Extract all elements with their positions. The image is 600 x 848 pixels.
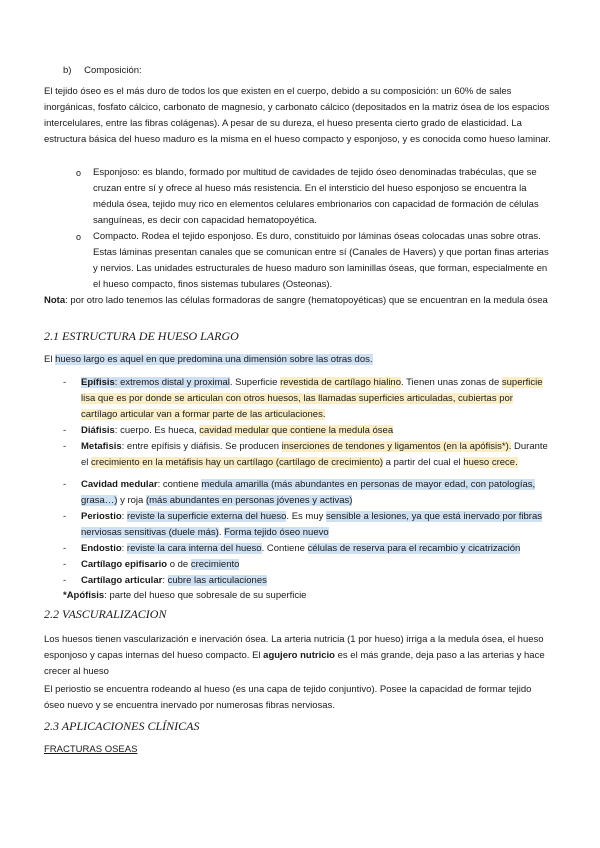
cartilago-epifisario-s1: o de <box>167 559 191 570</box>
heading-aplicaciones-clinicas: 2.3 APLICACIONES CLÍNICAS <box>44 719 200 733</box>
long-bone-intro <box>44 352 552 368</box>
epifisis-s2: . Superficie <box>229 377 281 388</box>
epifisis-s5: superficie lisa que es por donde se articulan con otros huesos, las llamadas superficies articuladas, cubiertas por cartílago articular van a formar parte de las articulaciones. <box>81 377 543 420</box>
periostio-s3: . Es muy <box>286 511 327 522</box>
endostio-s2: reviste la cara interna del hueso <box>126 543 262 554</box>
endostio-s4: células de reserva para el recambio y cicatrización <box>307 543 521 554</box>
diafisis-s1: : cuerpo. Es hueca, <box>114 425 200 436</box>
apofisis-footnote <box>63 589 306 603</box>
cavidad-s2: medula amarilla (más abundantes en personas de mayor edad, con patologías, grasa…) <box>81 479 536 506</box>
dash-endostio: - <box>63 543 67 554</box>
cartilago-articular-s1: : <box>162 575 168 586</box>
periostio-s1: : <box>121 511 127 522</box>
cartilago-articular-term: Cartílago articular <box>81 575 163 586</box>
esponjoso-item: Esponjoso: es blando, formado por multitud de cavidades de tejido óseo denominadas trabéculas, que se cruzan entre sí y ofrece al hueso más resistencia. En el intersticio del hueso esponjoso se encuentra la médula ósea, tejido muy rico en elementos celulares embrionarios con capacidad de formación de células sanguíneas, es decir con capacidad hematopoyética. <box>93 167 539 226</box>
metafisis-s4: crecimiento en la metáfisis hay un cartílago (cartílago de crecimiento) <box>91 457 384 468</box>
cavidad-term: Cavidad medular <box>81 479 158 490</box>
endostio-term: Endostio <box>81 543 122 554</box>
dash-epifisis: - <box>63 377 67 388</box>
dash-cartilago-articular: - <box>63 575 67 586</box>
cavidad-s4: (más abundantes en personas jóvenes y activas) <box>145 495 353 506</box>
periostio-term: Periostio <box>81 511 122 522</box>
diafisis-s2: cavidad medular que contiene la medula ósea <box>199 425 394 436</box>
dash-cavidad: - <box>63 479 67 490</box>
metafisis-term: Metafisis <box>81 441 122 452</box>
dash-cartilago-epifisario: - <box>63 559 67 570</box>
cavidad-s1: : contiene <box>157 479 202 490</box>
periostio-s6: Forma tejido óseo nuevo <box>224 527 329 538</box>
diafisis-term: Diáfisis <box>81 425 115 436</box>
fracturas-heading: FRACTURAS OSEAS <box>44 744 138 755</box>
cartilago-articular-item <box>81 573 551 589</box>
compacto-item: Compacto. Rodea el tejido esponjoso. Es duro, constituido por láminas óseas colocadas unas sobre otras. Estas láminas presentan canales que se comunican entre sí (Canales de Havers) y que portan finas arterias y nervios. Las unidades estructurales de hueso maduro son laminillas óseas, que forman, especialmente en el hueso compacto, finos sistemas tubulares (Osteonas). <box>93 231 549 290</box>
intro-pre: El <box>44 354 56 365</box>
periostio-s5: . <box>218 527 225 538</box>
periostio-item <box>81 509 551 541</box>
nota-text: : por otro lado tenemos las células formadoras de sangre (hematopoyéticas) que se encuentran en la medula ósea <box>65 295 548 306</box>
vasc-post: es el más grande, deja paso a las arterias y hace crecer al hueso <box>44 650 545 677</box>
apofisis-text: : parte del hueso que sobresale de su superficie <box>104 590 307 601</box>
metafisis-item <box>81 439 551 471</box>
periostio-s2: reviste la superficie externa del hueso <box>126 511 287 522</box>
dash-periostio: - <box>63 511 67 522</box>
cartilago-epifisario-term: Cartílago epifisario <box>81 559 168 570</box>
epifisis-item <box>81 375 551 423</box>
section-b-label: b) <box>63 65 72 76</box>
vascularizacion-paragraph <box>44 632 552 680</box>
periostio-paragraph: El periostio se encuentra rodeando al hueso (es una capa de tejido conjuntivo). Posee la capacidad de formar tejido óseo nuevo y se encuentra inervado por numerosas fibras nerviosas. <box>44 684 532 711</box>
periostio-s4: sensible a lesiones, ya que está inervado por fibras nerviosas sensitivas (duele más) <box>81 511 543 538</box>
metafisis-s1: : entre epífisis y diáfisis. Se producen <box>121 441 282 452</box>
bullet-compacto: o <box>76 232 82 242</box>
endostio-item <box>81 541 551 557</box>
section-b-heading <box>63 64 142 78</box>
metafisis-s3: Durante el <box>81 441 548 468</box>
epifisis-s3: revestida de cartílago hialino <box>280 377 401 388</box>
apofisis-term: *Apófisis <box>63 590 105 601</box>
diafisis-item <box>81 423 551 439</box>
dash-diafisis: - <box>63 425 67 436</box>
metafisis-s2: inserciones de tendones y ligamentos (en la apófisis*). <box>281 441 512 452</box>
nota-label: Nota <box>44 295 66 306</box>
section-b-title: Composición: <box>84 65 142 76</box>
cartilago-epifisario-s2: crecimiento <box>190 559 240 570</box>
composition-paragraph: El tejido óseo es el más duro de todos los que existen en el cuerpo, debido a su composición: un 60% de sales inorgánicas, fosfato cálcico, carbonato de magnesio, y carbonato cálcico (depositados en la matriz ósea de los espacios intercelulares, entre las fibras colágenas). A pesar de su dureza, el hueso presenta cierto grado de elasticidad. La estructura básica del hueso maduro es la misma en el hueso compacto y esponjoso, y es conocida como hueso laminar. <box>44 86 551 145</box>
endostio-s1: : <box>121 543 127 554</box>
metafisis-s5: a partir del cual el <box>383 457 464 468</box>
epifisis-term: Epífisis <box>81 377 115 388</box>
nota-paragraph <box>44 293 552 309</box>
cavidad-s3: y roja <box>117 495 146 506</box>
cartilago-epifisario-item <box>81 557 551 573</box>
metafisis-s6: hueso crece. <box>463 457 518 468</box>
intro-highlight: hueso largo es aquel en que predomina una dimensión sobre las otras dos. <box>55 354 373 365</box>
epifisis-s4: . Tienen unas zonas de <box>401 377 502 388</box>
dash-metafisis: - <box>63 441 67 452</box>
cavidad-item <box>81 477 551 509</box>
heading-vascularizacion: 2.2 VASCURALIZACION <box>44 607 167 621</box>
heading-estructura-hueso-largo: 2.1 ESTRUCTURA DE HUESO LARGO <box>44 329 239 343</box>
vasc-pre: Los huesos tienen vascularización e inervación ósea. La arteria nutricia (1 por hueso) irriga a la medula ósea, el hueso esponjoso y capas internas del hueso compacto. El <box>44 634 544 661</box>
epifisis-s1: : extremos distal y proximal <box>114 377 230 388</box>
bullet-esponjoso: o <box>76 168 82 178</box>
vasc-bold: agujero nutricio <box>263 650 335 661</box>
cartilago-articular-s2: cubre las articulaciones <box>167 575 267 586</box>
endostio-s3: . Contiene <box>261 543 308 554</box>
